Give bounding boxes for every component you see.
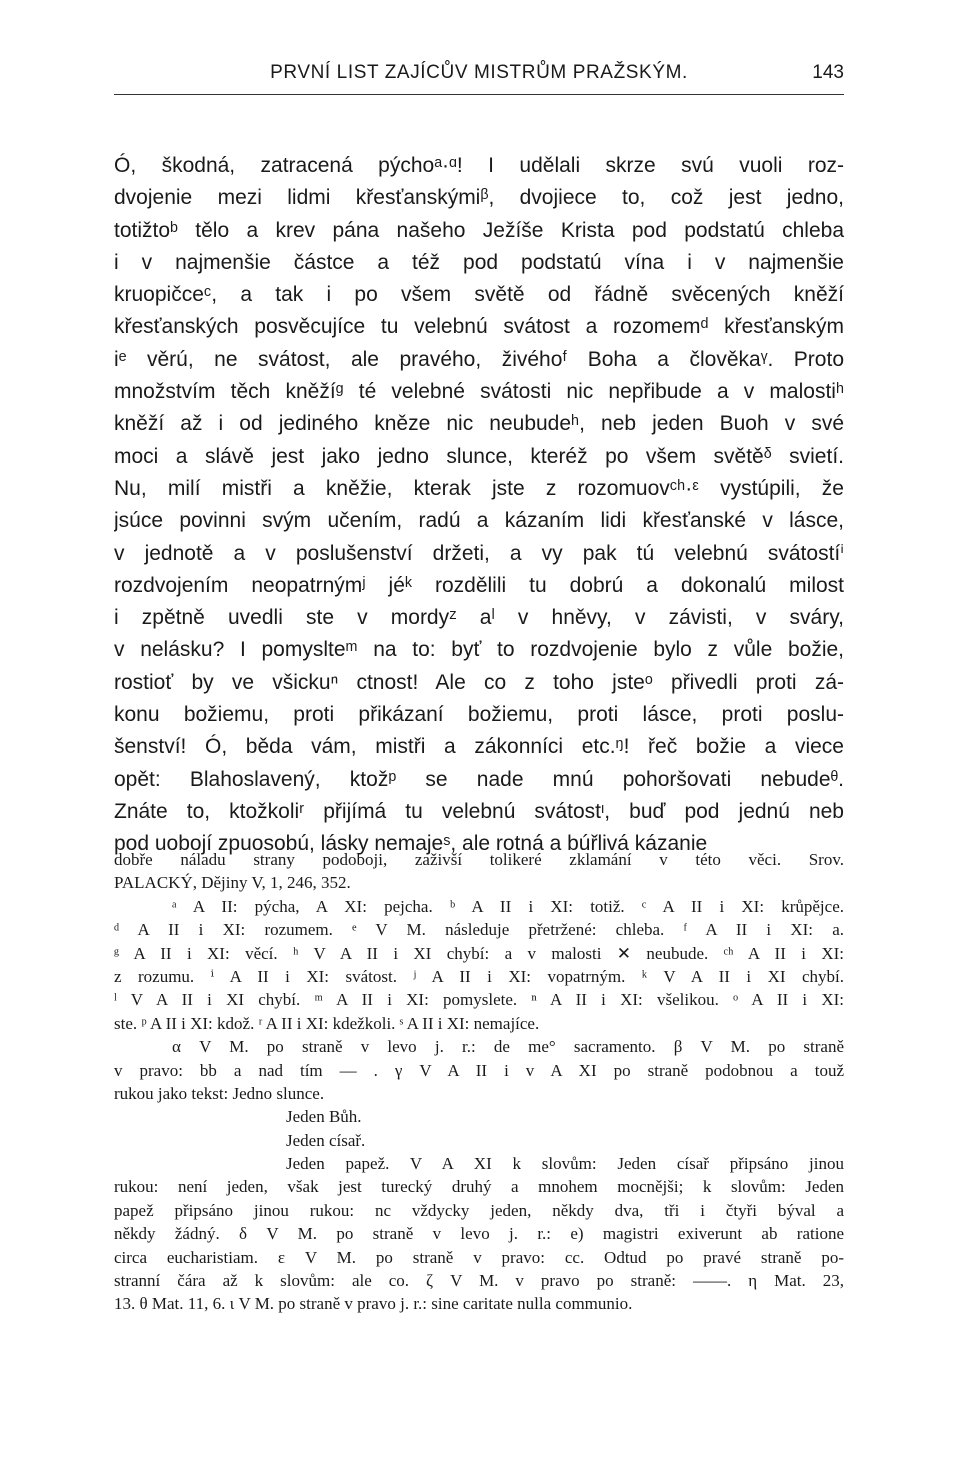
text-line: v jednotě a v poslušenství držeti, a vy pak tú velebnú svátostíⁱ (114, 541, 844, 565)
text-line: i v najmenšie částce a též pod podstatú vína i v najmenšie (114, 250, 844, 274)
footnote-line: stranní čára až k slovům: ale co. ζ V M. v pravo po straně: ——. η Mat. 23, (114, 1271, 844, 1291)
footnote-line: v pravo: bb a nad tím — . γ V A II i v A XI po straně podobnou a touž (114, 1060, 844, 1080)
footnote-line: Jeden císař. (286, 1130, 366, 1150)
footnote-line: rukou jako tekst: Jedno slunce. (114, 1083, 325, 1103)
text-line: pod uobojí zpuosobú, lásky nemajeˢ, ale rotná a búřlivá kázanie (114, 832, 708, 856)
footnote-line: PALACKÝ, Dějiny V, 1, 246, 352. (114, 873, 351, 893)
text-line: opět: Blahoslavený, ktožᵖ se nade mnú pohoršovati nebudeᶿ. (114, 767, 844, 791)
footnote-line: circa eucharistiam. ε V M. po straně v pravo: cc. Odtud po pravé straně po- (114, 1247, 844, 1267)
text-line: Ó, škodná, zatracená pýchoᵃ·ᵅ! I udělali skrze svú vuoli roz- (114, 154, 844, 177)
footnote-line: z rozumu. ⁱ A II i XI: svátost. ʲ A II i XI: vopatrným. ᵏ V A II i XI chybí. (114, 966, 844, 986)
footnote-line: 13. θ Mat. 11, 6. ι V M. po straně v pravo j. r.: sine caritate nulla communio. (114, 1294, 633, 1314)
text-line: křesťanských posvěcujíce tu velebnú svátost a rozomemᵈ křesťanským (114, 315, 844, 339)
footnote-line: rukou: není jeden, však jest turecký druhý a mnohem mocnějši; k slovům: Jeden (114, 1177, 844, 1197)
text-line: Nu, milí mistři a kněžie, kterak jste z rozomuovᶜʰ·ᵋ vystúpili, že (114, 476, 844, 500)
text-line: množstvím těch kněžíᵍ té velebné svátosti nic nepřibude a v malostiʰ (114, 380, 844, 404)
footnotes (114, 848, 844, 1316)
footnote-line: papež připsáno jinou rukou: nc vždycky jeden, někdy dva, tři i čtyři býval a (114, 1200, 844, 1220)
footnote-line: ˡ V A II i XI chybí. ᵐ A II i XI: pomyslete. ⁿ A II i XI: všelikou. ᵒ A II i XI: (114, 990, 844, 1010)
footnote-line: ᵍ A II i XI: věcí. ʰ V A II i XI chybí: a v malosti ✕ neubude. ᶜʰ A II i XI: (114, 943, 844, 963)
text-line: kruopičceᶜ, a tak i po všem světě od řádně svěcených kněží (114, 283, 844, 307)
text-line: totižtoᵇ tělo a krev pána našeho Ježíše Krista pod podstatú chleba (114, 218, 844, 242)
text-line: rostioť by ve všickuⁿ ctnost! Ale co z toho jsteᵒ přivedli proti zá- (114, 670, 844, 694)
text-line: iᵉ věrú, ne svátost, ale pravého, živéhoᶠ Boha a člověkaᵞ. Proto (114, 347, 844, 371)
footnote-line: ste. ᵖ A II i XI: kdož. ʳ A II i XI: kdežkoli. ˢ A II i XI: nemajíce. (114, 1013, 540, 1033)
footnote-line: dobře náladu strany podoboji, zaživší tolikeré zklamání v této věci. Srov. (114, 850, 844, 869)
text-line: moci a slávě jest jako jedno slunce, kteréž po všem světěᵟ svietí. (114, 444, 844, 468)
text-line: Znáte to, ktožkoliʳ přijímá tu velebnú svátostᶥ, buď pod jednú neb (114, 799, 844, 823)
text-line: dvojenie mezi lidmi křesťanskýmiᵝ, dvojiece to, což jest jedno, (114, 186, 844, 210)
text-line: jsúce povinni svým učením, radú a kázaním lidi křesťanské v lásce, (114, 509, 844, 533)
page-number: 143 (812, 62, 844, 83)
text-line: konu božiemu, proti přikázaní božiemu, proti lásce, proti poslu- (114, 703, 844, 727)
text-line: šenství! Ó, běda vám, mistři a zákonníci etc.ᵑ! řeč božie a viece (114, 735, 844, 759)
footnote-line: α V M. po straně v levo j. r.: de me° sacramento. β V M. po straně (172, 1037, 844, 1057)
text-line: kněží až i od jediného kněze nic neubudeʰ, neb jeden Buoh v své (114, 412, 844, 436)
footnote-line: někdy žádný. δ V M. po straně v levo j. r.: e) magistri exiverunt ab ratione (114, 1224, 844, 1244)
footnote-line: ᵃ A II: pýcha, A XI: pejcha. ᵇ A II i XI: totiž. ᶜ A II i XI: krůpějce. (172, 896, 844, 916)
text-line: rozdvojením neopatrnýmʲ jéᵏ rozdělili tu dobrú a dokonalú milost (114, 573, 844, 597)
text-line: i zpětně uvedli ste v mordyᶻ aˡ v hněvy, v závisti, v sváry, (114, 606, 844, 630)
footnote-line: Jeden Bůh. (286, 1107, 362, 1127)
main-text (114, 150, 844, 861)
page-header (114, 62, 844, 96)
footnote-line: Jeden papež. V A XI k slovům: Jeden císař připsáno jinou (286, 1154, 844, 1174)
header-rule (114, 94, 844, 95)
text-line: v nelásku? I pomysltеᵐ na to: byť to rozdvojenie bylo z vůle božie, (114, 638, 844, 662)
footnote-line: ᵈ A II i XI: rozumem. ᵉ V M. následuje přetržené: chleba. ᶠ A II i XI: a. (114, 920, 844, 940)
running-head: PRVNÍ LIST ZAJÍCŮV MISTRŮM PRAŽSKÝM. (270, 62, 688, 83)
